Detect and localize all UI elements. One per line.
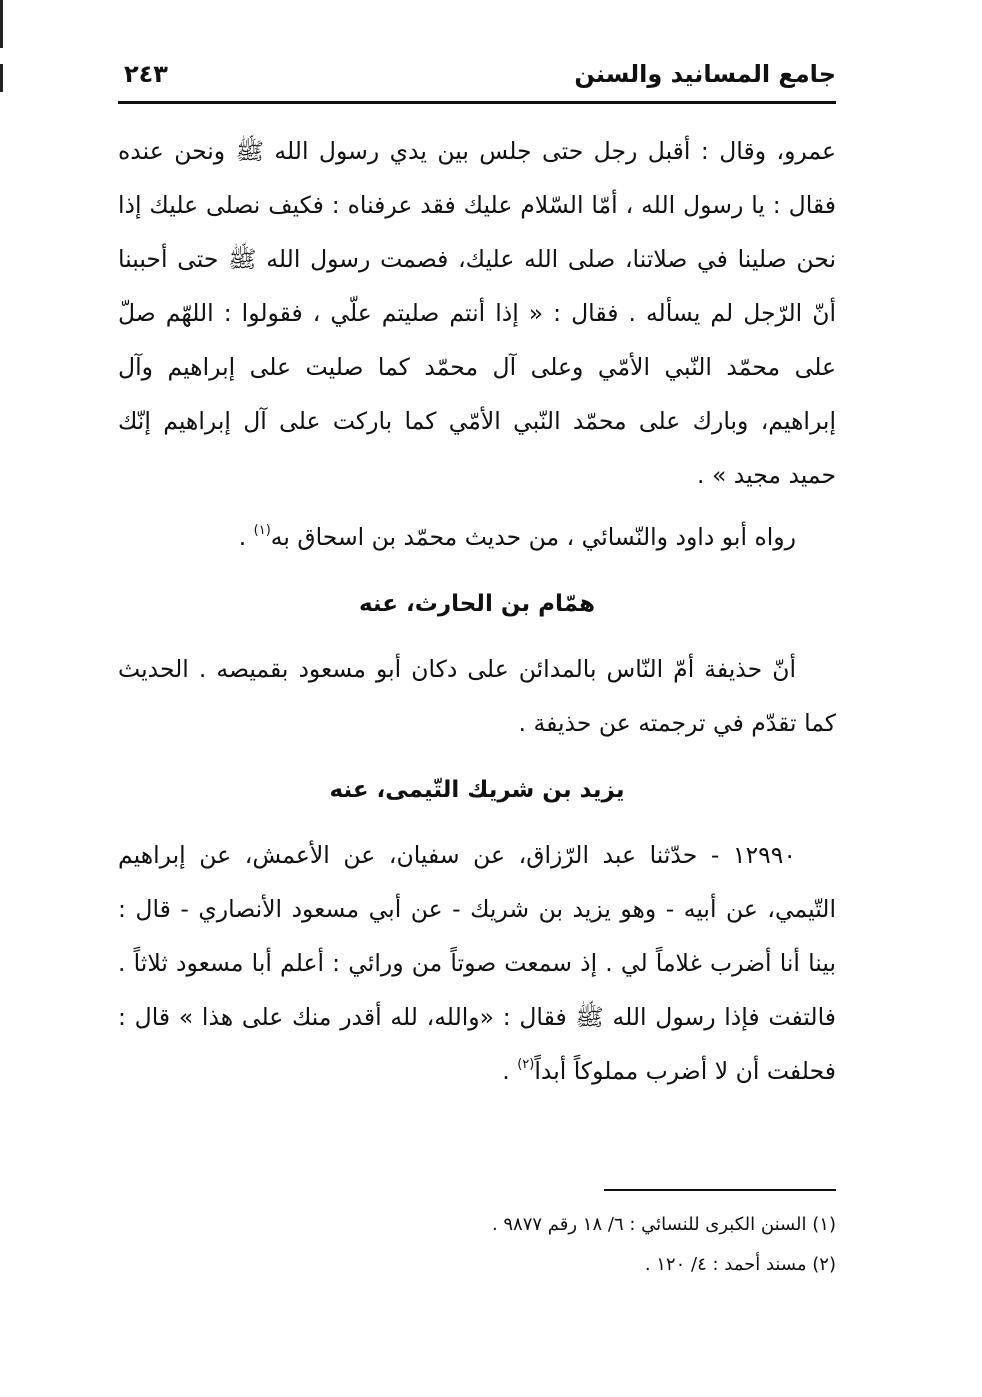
- scan-edge-mark: [0, 64, 3, 92]
- running-title: جامع المسانيد والسنن: [574, 60, 836, 88]
- hadith-end: .: [502, 1057, 518, 1085]
- footnotes: [118, 1205, 836, 1285]
- hadith-paragraph: عمرو، وقال : أقبل رجل حتى جلس بين يدي رسول الله ﷺ ونحن عنده فقال : يا رسول الله ، أمّا السّلام عليك فقد عرفناه : فكيف نصلى عليك إذا نحن صلينا في صلاتنا، صلى الله عليك، فصمت رسول الله ﷺ حتى أحببنا أنّ الرّجل لم يسأله . فقال : « إذا أنتم صليتم علّي ، فقولوا : اللهّم صلّ على محمّد النّبي الأمّي وعلى آل محمّد كما صليت على إبراهيم وآل إبراهيم، وبارك على محمّد النّبي الأمّي كما باركت على آل إبراهيم إنّك حميد مجيد » .: [118, 137, 836, 489]
- narration-paragraph: أنّ حذيفة أمّ النّاس بالمدائن على دكان أبو مسعود بقميصه . الحديث كما تقدّم في ترجمته عن حذيفة .: [118, 655, 836, 737]
- header-rule: [118, 101, 836, 104]
- footnote: (١) السنن الكبرى للنسائي : ٦/ ١٨ رقم ٩٨٧٧ .: [491, 1214, 836, 1235]
- footnote: (٢) مسند أحمد : ٤/ ١٢٠ .: [644, 1254, 836, 1275]
- footnote-ref: (٢): [517, 1057, 535, 1072]
- section-heading: يزيد بن شريك التّيمى، عنه: [329, 777, 625, 803]
- footnote-rule: [604, 1189, 836, 1191]
- main-text: [118, 124, 836, 1098]
- scan-edge-mark: [0, 0, 3, 48]
- page-header: [118, 58, 836, 102]
- hadith-text: ١٢٩٩٠ - حدّثنا عبد الرّزاق، عن سفيان، عن الأعمش، عن إبراهيم التّيمي، عن أبيه - وهو يزيد بن شريك - عن أبي مسعود الأنصاري - قال : بينا أنا أضرب غلاماً لي . إذ سمعت صوتاً من ورائي : أعلم أبا مسعود ثلاثاً . فالتفت فإذا رسول الله ﷺ فقال : «والله، لله أقدر منك على هذا » قال : فحلفت أن لا أضرب مملوكاً أبداً: [118, 841, 836, 1085]
- attribution-paragraph: [118, 510, 836, 564]
- section-heading: همّام بن الحارث، عنه: [358, 591, 596, 617]
- footnote-ref: (١): [253, 523, 271, 538]
- page-number: ٢٤٣: [124, 60, 168, 88]
- attribution-end: .: [238, 523, 254, 551]
- hadith-paragraph: [118, 828, 836, 1098]
- attribution-text: رواه أبو داود والنّسائي ، من حديث محمّد بن اسحاق به: [270, 523, 796, 551]
